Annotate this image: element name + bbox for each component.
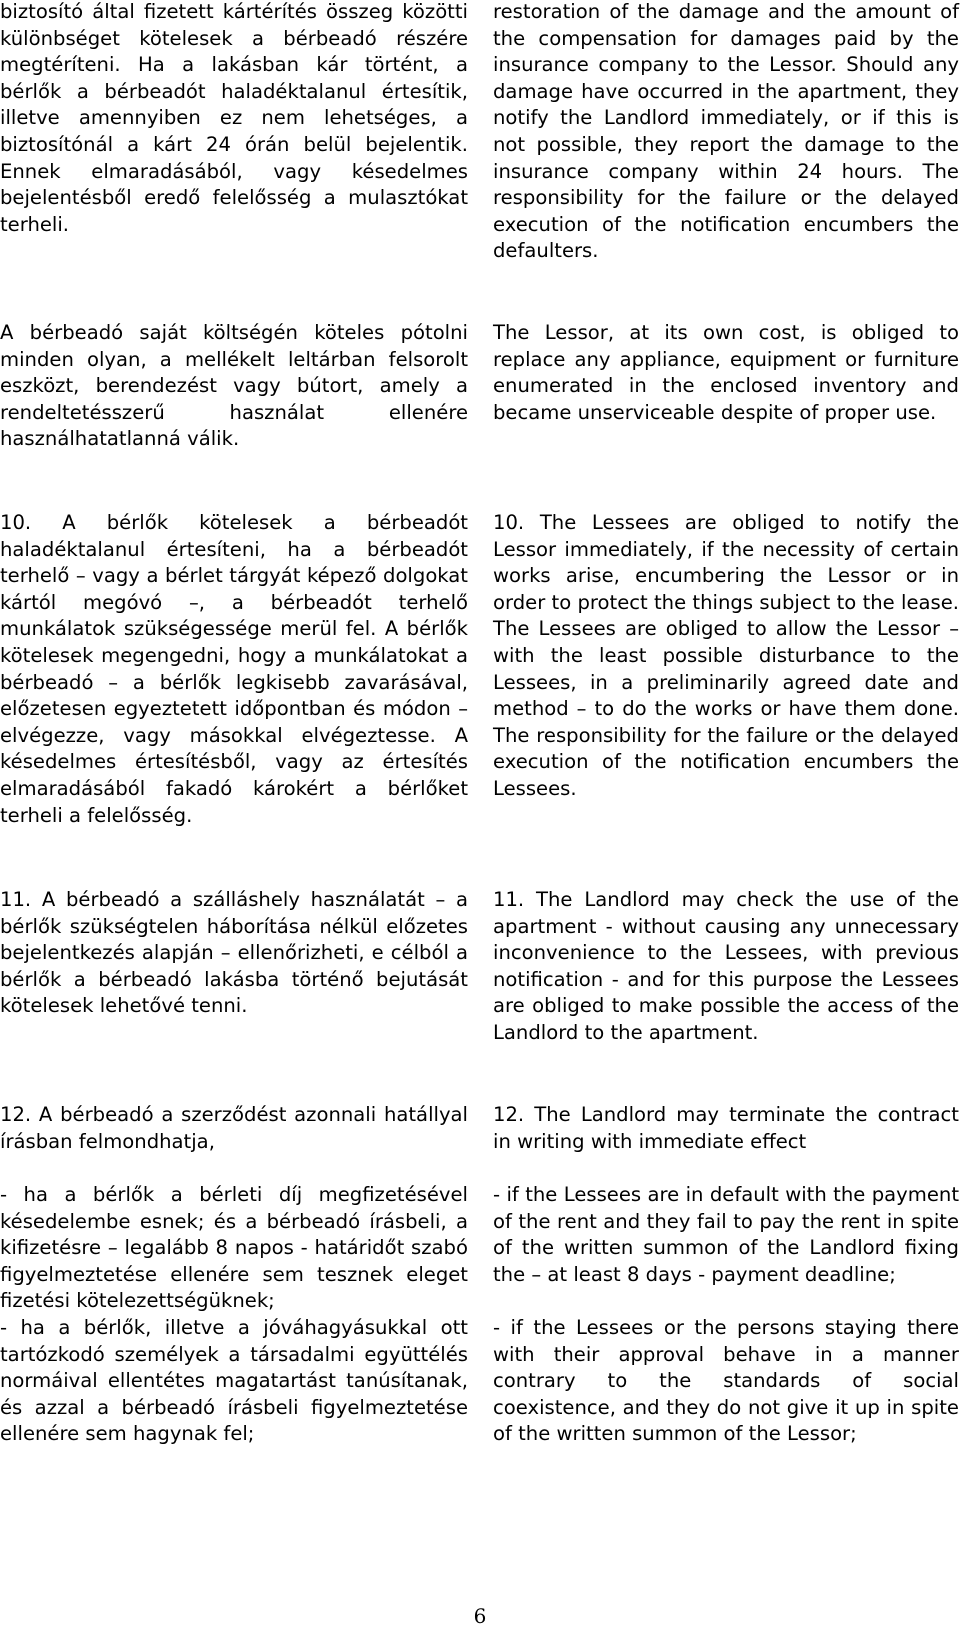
hungarian-termination-conditions: - ha a bérlők a bérleti díj megfizetésével késedelembe esnek; és a bérbeadó írásbeli, a kifizetésre – legalább 8 napos - határidőt szabó figyelmeztetése ellenére sem tesznek eleget fizetési kötelezettségüknek; - ha a bérlők, illetve a jóváhagyásukkal ott tartózkodó személyek a társadalmi együttélés normáival ellentétes magatartást tanúsítanak, és azzal a bérbeadó írásbeli figyelmeztetése ellenére sem hagynak fel; — [0, 1183, 468, 1446]
english-termination-condition-behaviour: - if the Lessees or the persons staying there with their approval behave in a manner contrary to the standards of social coexistence, and they do not give it up in spite of the written summon of the Lessor; — [493, 1316, 959, 1446]
english-termination-condition-payment: - if the Lessees are in default with the payment of the rent and they fail to pay the rent in spite of the written summon of the Landlord fixing the – at least 8 days - payment deadline; — [493, 1183, 959, 1286]
hungarian-clause-12: 12. A bérbeadó a szerződést azonnali hatállyal írásban felmondhatja, — [0, 1103, 468, 1153]
english-paragraph-insurance: restoration of the damage and the amount of the compensation for damages paid by the insurance company to the Lessor. Should any damage have occurred in the apartment, they notify the Landlord immediately, or if this is not possible, they report the damage to the insurance company within 24 hours. The responsibility for the failure or the delayed execution of the notification encumbers the defaulters. — [493, 0, 959, 263]
hungarian-clause-11: 11. A bérbeadó a szálláshely használatát – a bérlők szükségtelen háborítása nélkül előzetes bejelentkezés alapján – ellenőrizheti, e célból a bérlők a bérbeadó lakásba történő bejutását kötelesek lehetővé tenni. — [0, 888, 468, 1018]
page-number: 6 — [473, 1604, 487, 1628]
english-paragraph-replacement: The Lessor, at its own cost, is obliged to replace any appliance, equipment or furniture enumerated in the enclosed inventory and became unserviceable despite of proper use. — [493, 321, 959, 424]
hungarian-paragraph-insurance: biztosító által fizetett kártérítés összeg közötti különbséget kötelesek a bérbeadó részére megtéríteni. Ha a lakásban kár történt, a bérlők a bérbeadót haladéktalanul értesítik, illetve amennyiben ez nem lehetséges, a biztosítónál a kárt 24 órán belül bejelentik. Ennek elmaradásából, vagy késedelmes bejelentésből eredő felelősség a mulasztókat terheli. — [0, 0, 468, 236]
hungarian-paragraph-replacement: A bérbeadó saját költségén köteles pótolni minden olyan, a mellékelt leltárban felsorolt eszközt, berendezést vagy bútort, amely a rendeltetésszerű használat ellenére használhatatlanná válik. — [0, 321, 468, 451]
hungarian-clause-10: 10. A bérlők kötelesek a bérbeadót haladéktalanul értesíteni, ha a bérbeadót terhelő – vagy a bérlet tárgyát képező dolgokat kártól megóvó –, a bérbeadót terhelő munkálatok szükségessége merül fel. A bérlők kötelesek megengedni, hogy a munkálatokat a bérbeadó – a bérlők legkisebb zavarásával, előzetesen egyeztetett időpontban és módon – elvégezze, vagy másokkal elvégeztesse. A késedelmes értesítésből, vagy az értesítés elmaradásából fakadó károkért a bérlőket terheli a felelősség. — [0, 511, 468, 827]
english-clause-10: 10. The Lessees are obliged to notify the Lessor immediately, if the necessity of certain works arise, encumbering the Lessor or in order to protect the things subject to the lease. The Lessees are obliged to allow the Lessor – with the least possible disturbance to the Lessees, in a preliminarily agreed date and method – to do the works or have them done. The responsibility for the failure or the delayed execution of the notification encumbers the Lessees. — [493, 511, 959, 800]
english-clause-12: 12. The Landlord may terminate the contract in writing with immediate effect — [493, 1103, 959, 1153]
english-clause-11: 11. The Landlord may check the use of the apartment - without causing any unnecessary inconvenience to the Lessees, with previous notification - and for this purpose the Lessees are obliged to make possible the access of the Landlord to the apartment. — [493, 888, 959, 1044]
